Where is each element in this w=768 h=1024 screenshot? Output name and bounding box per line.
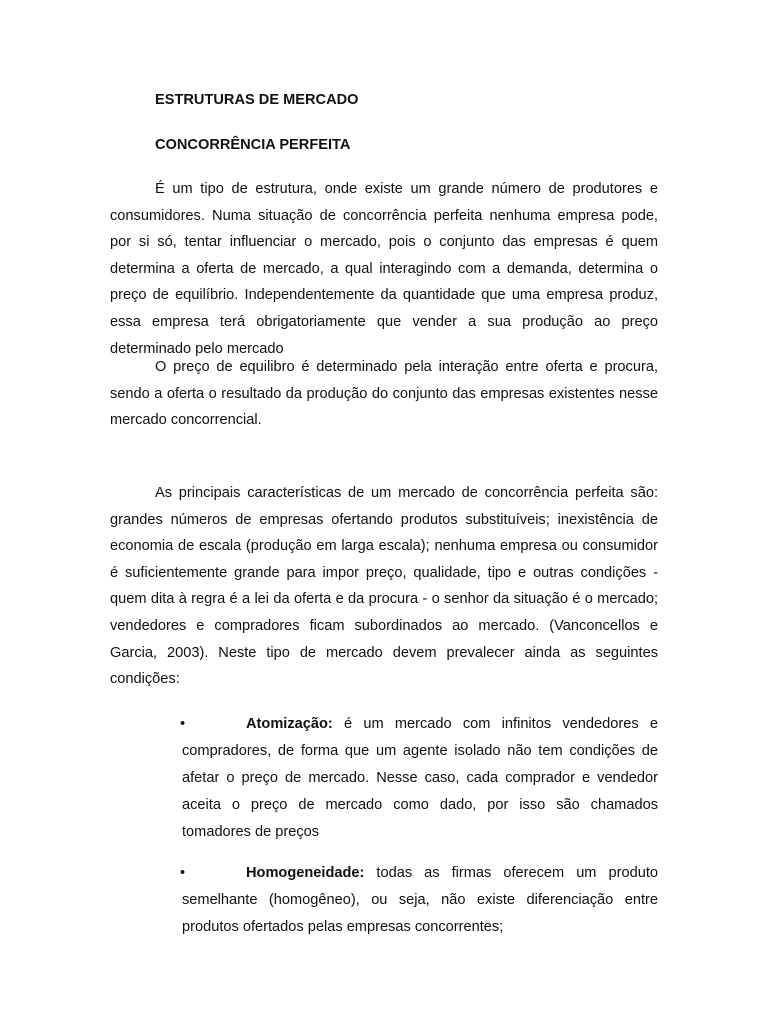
bullet-icon: • <box>180 865 186 881</box>
bullet-text: todas as firmas oferecem um produto semelhante (homogêneo), ou seja, não existe diferenciação entre produtos ofertados pelas empresas concorrentes; <box>182 865 658 935</box>
document-title: ESTRUTURAS DE MERCADO <box>155 92 359 108</box>
paragraph-equilibrium: O preço de equilibro é determinado pela interação entre oferta e procura, sendo a oferta o resultado da produção do conjunto das empresas existentes nesse mercado concorrencial. <box>110 359 658 429</box>
paragraph-characteristics: As principais características de um mercado de concorrência perfeita são: grandes números de empresas ofertando produtos substituíveis; inexistência de economia de escala (produção em larga escala); nenhuma empresa ou consumidor é suficientemente grande para impor preço, qualidade, tipo e outras condições - quem dita à regra é a lei da oferta e da procura - o senhor da situação é o mercado; vendedores e compradores ficam subordinados ao mercado. (Vanconcellos e Garcia, 2003). Neste tipo de mercado devem prevalecer ainda as seguintes condições: <box>110 485 658 688</box>
bullet-term: Atomização: <box>246 716 333 732</box>
bullet-item-atomizacao <box>182 711 658 846</box>
section-heading: CONCORRÊNCIA PERFEITA <box>155 137 351 153</box>
bullet-text: é um mercado com infinitos vendedores e compradores, de forma que um agente isolado não tem condições de afetar o preço de mercado. Nesse caso, cada comprador e vendedor aceita o preço de mercado como dado, por isso são chamados tomadores de preços <box>182 716 658 840</box>
paragraph-definition: É um tipo de estrutura, onde existe um grande número de produtores e consumidores. Numa situação de concorrência perfeita nenhuma empresa pode, por si só, tentar influenciar o mercado, pois o conjunto das empresas é quem determina a oferta de mercado, a qual interagindo com a demanda, determina o preço de equilíbrio. Independentemente da quantidade que uma empresa produz, essa empresa terá obrigatoriamente que vender a sua produção ao preço determinado pelo mercado <box>110 181 658 357</box>
bullet-icon: • <box>180 716 186 732</box>
bullet-term: Homogeneidade: <box>246 865 365 881</box>
bullet-item-homogeneidade <box>182 860 658 941</box>
